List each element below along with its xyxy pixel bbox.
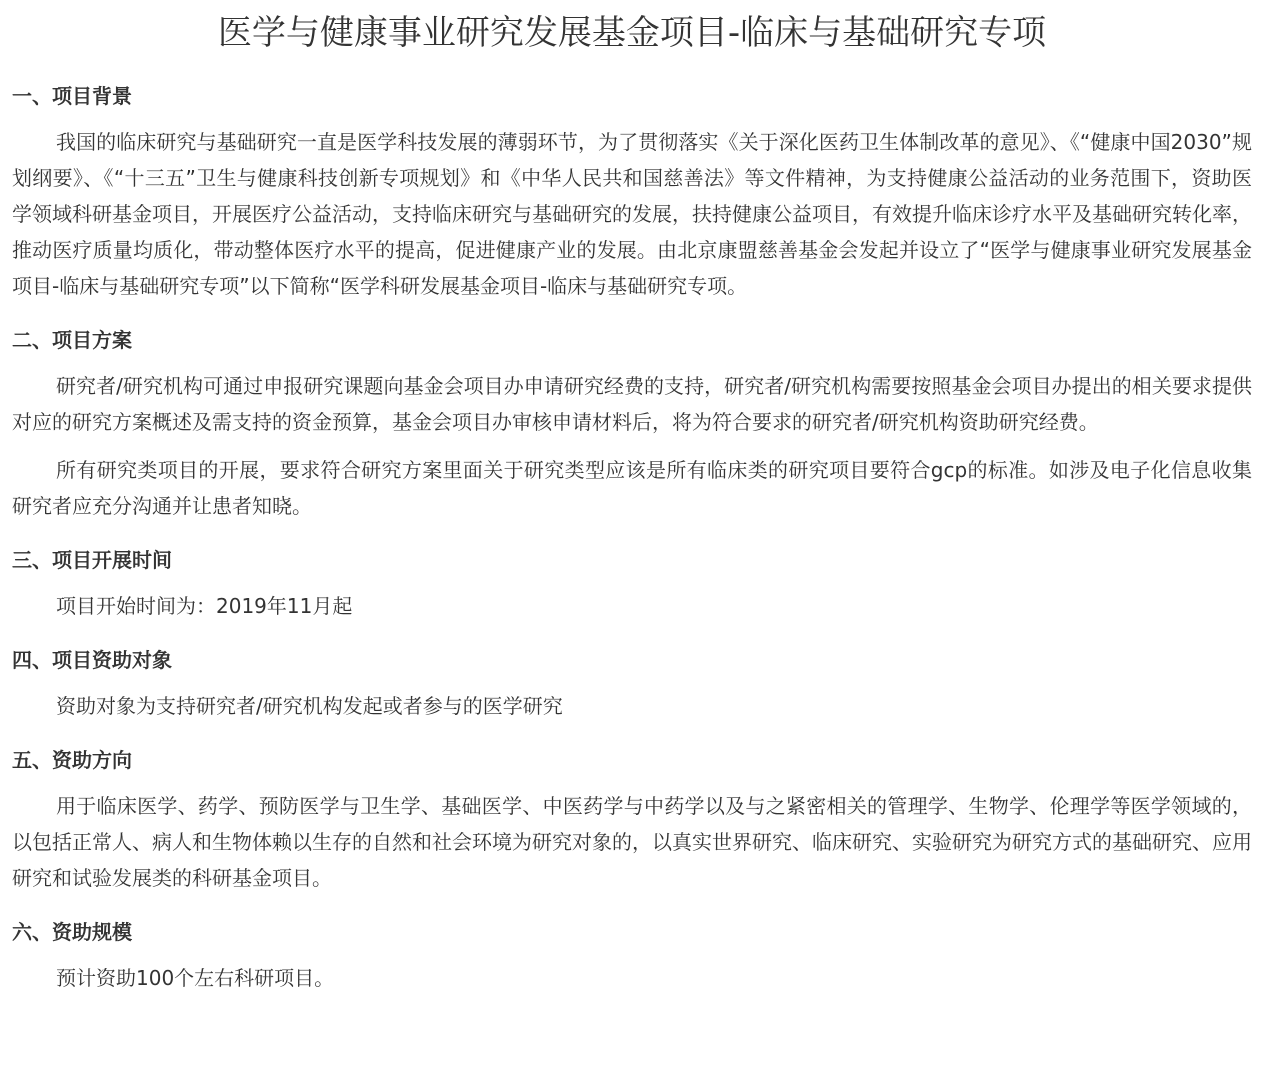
section-background bbox=[12, 82, 1252, 304]
section-heading: 六、资助规模 bbox=[12, 920, 132, 944]
section-paragraph: 研究者/研究机构可通过申报研究课题向基金会项目办申请研究经费的支持，研究者/研究机构需要按照基金会项目办提出的相关要求提供对应的研究方案概述及需支持的资金预算，基金会项目办审核申请材料后，将为符合要求的研究者/研究机构资助研究经费。 bbox=[12, 374, 1252, 434]
section-direction bbox=[12, 746, 1252, 896]
section-heading: 三、项目开展时间 bbox=[12, 548, 172, 572]
section-plan bbox=[12, 326, 1252, 524]
section-heading: 五、资助方向 bbox=[12, 748, 132, 772]
section-heading: 一、项目背景 bbox=[12, 84, 132, 108]
section-heading: 二、项目方案 bbox=[12, 328, 132, 352]
section-paragraph: 所有研究类项目的开展，要求符合研究方案里面关于研究类型应该是所有临床类的研究项目要符合gcp的标准。如涉及电子化信息收集研究者应充分沟通并让患者知晓。 bbox=[12, 458, 1252, 518]
section-target bbox=[12, 646, 1252, 724]
section-paragraph: 我国的临床研究与基础研究一直是医学科技发展的薄弱环节，为了贯彻落实《关于深化医药卫生体制改革的意见》、《“健康中国2030”规划纲要》、《“十三五”卫生与健康科技创新专项规划》和《中华人民共和国慈善法》等文件精神，为支持健康公益活动的业务范围下，资助医学领域科研基金项目，开展医疗公益活动，支持临床研究与基础研究的发展，扶持健康公益项目，有效提升临床诊疗水平及基础研究转化率，推动医疗质量均质化，带动整体医疗水平的提高，促进健康产业的发展。由北京康盟慈善基金会发起并设立了“医学与健康事业研究发展基金项目-临床与基础研究专项”以下简称“医学科研发展基金项目-临床与基础研究专项。 bbox=[12, 130, 1252, 298]
section-heading: 四、项目资助对象 bbox=[12, 648, 172, 672]
page-title: 医学与健康事业研究发展基金项目-临床与基础研究专项 bbox=[217, 13, 1047, 53]
section-scale bbox=[12, 918, 1252, 996]
section-paragraph: 用于临床医学、药学、预防医学与卫生学、基础医学、中医药学与中药学以及与之紧密相关的管理学、生物学、伦理学等医学领域的，以包括正常人、病人和生物体赖以生存的自然和社会环境为研究对象的，以真实世界研究、临床研究、实验研究为研究方式的基础研究、应用研究和试验发展类的科研基金项目。 bbox=[12, 794, 1252, 890]
section-time bbox=[12, 546, 1252, 624]
section-paragraph: 资助对象为支持研究者/研究机构发起或者参与的医学研究 bbox=[56, 694, 563, 718]
section-paragraph: 项目开始时间为：2019年11月起 bbox=[56, 594, 353, 618]
section-paragraph: 预计资助100个左右科研项目。 bbox=[56, 966, 335, 990]
